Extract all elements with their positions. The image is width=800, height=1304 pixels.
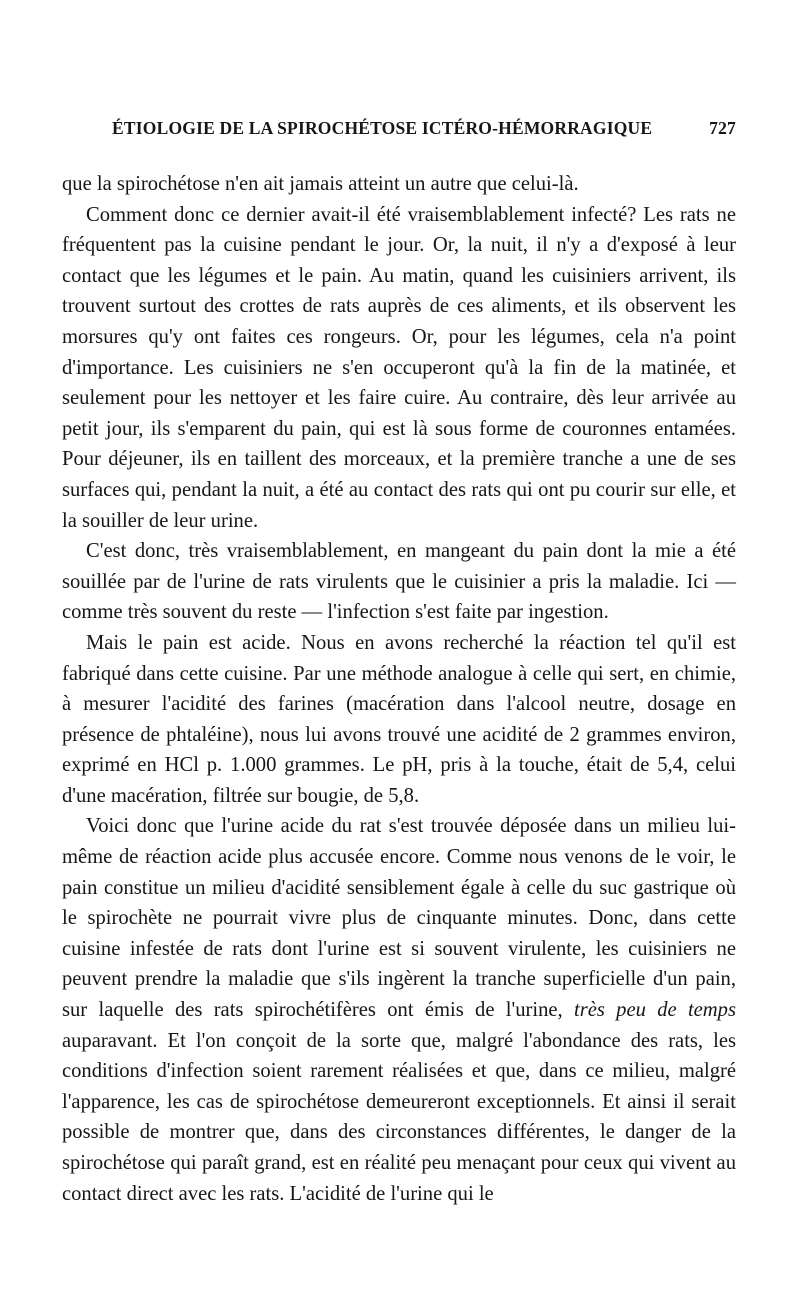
page bbox=[62, 118, 736, 1209]
paragraph-continuation: que la spirochétose n'en ait jamais atteint un autre que celui-là. bbox=[62, 173, 579, 195]
paragraph-bread-acidity: Mais le pain est acide. Nous en avons recherché la réaction tel qu'il est fabriqué dans cette cuisine. Par une méthode analogue à celle qui sert, en chimie, à mesurer l'acidité des farines (macération dans l'alcool neutre, dosage en présence de phtaléine), nous lui avons trouvé une acidité de 2 grammes environ, exprimé en HCl p. 1.000 grammes. Le pH, pris à la touche, était de 5,4, celui d'une macération, filtrée sur bougie, de 5,8. bbox=[62, 631, 736, 807]
page-number: 727 bbox=[709, 118, 736, 138]
paragraph-acid-environment bbox=[62, 811, 736, 1209]
running-head bbox=[112, 118, 736, 139]
paragraph-infection-source: Comment donc ce dernier avait-il été vraisemblablement infecté? Les rats ne fréquentent pas la cuisine pendant le jour. Or, la nuit, il n'y a d'exposé à leur contact que les légumes et le pain. Au matin, quand les cuisiniers arrivent, ils trouvent surtout des crottes de rats auprès de ces aliments, et ils observent les morsures qu'y ont faites ces rongeurs. Or, pour les légumes, cela n'a point d'importance. Les cuisiniers ne s'en occuperont qu'à la fin de la matinée, et seulement pour les nettoyer et les faire cuire. Au contraire, dès leur arrivée au petit jour, ils s'emparent du pain, qui est là sous forme de couronnes entamées. Pour déjeuner, ils en taillent des morceaux, et la première tranche a une de ses surfaces qui, pendant la nuit, a été au contact des rats qui ont pu courir sur elle, et la souiller de leur urine. bbox=[62, 203, 736, 532]
body-text bbox=[62, 169, 736, 1209]
running-title: ÉTIOLOGIE DE LA SPIROCHÉTOSE ICTÉRO-HÉMORRAGIQUE bbox=[112, 118, 653, 138]
paragraph-conclusion-ingestion: C'est donc, très vraisemblablement, en mangeant du pain dont la mie a été souillée par de l'urine de rats virulents que le cuisinier a pris la maladie. Ici — comme très souvent du reste — l'infection s'est faite par ingestion. bbox=[62, 540, 736, 624]
italic-emphasis: très peu de temps bbox=[573, 999, 736, 1022]
paragraph-text-before: Voici donc que l'urine acide du rat s'est trouvée déposée dans un milieu lui-même de réaction acide plus accusée encore. Comme nous venons de le voir, le pain constitue un milieu d'acidité sensiblement égale à celle du suc gastrique où le spirochète ne pourrait vivre plus de cinquante minutes. Donc, dans cette cuisine infestée de rats dont l'urine est si souvent virulente, les cuisiniers ne peuvent prendre la maladie que s'ils ingèrent la tranche superficielle d'un pain, sur laquelle des rats spirochétifères ont émis de l'urine, bbox=[62, 815, 736, 1022]
paragraph-text-after: auparavant. Et l'on conçoit de la sorte que, malgré l'abondance des rats, les conditions d'infection soient rarement réalisées et que, dans ce milieu, malgré l'apparence, les cas de spirochétose demeureront exceptionnels. Et ainsi il serait possible de montrer que, dans des circonstances différentes, le danger de la spirochétose qui paraît grand, est en réalité peu menaçant pour ceux qui vivent au contact direct avec les rats. L'acidité de l'urine qui le bbox=[62, 1029, 736, 1205]
